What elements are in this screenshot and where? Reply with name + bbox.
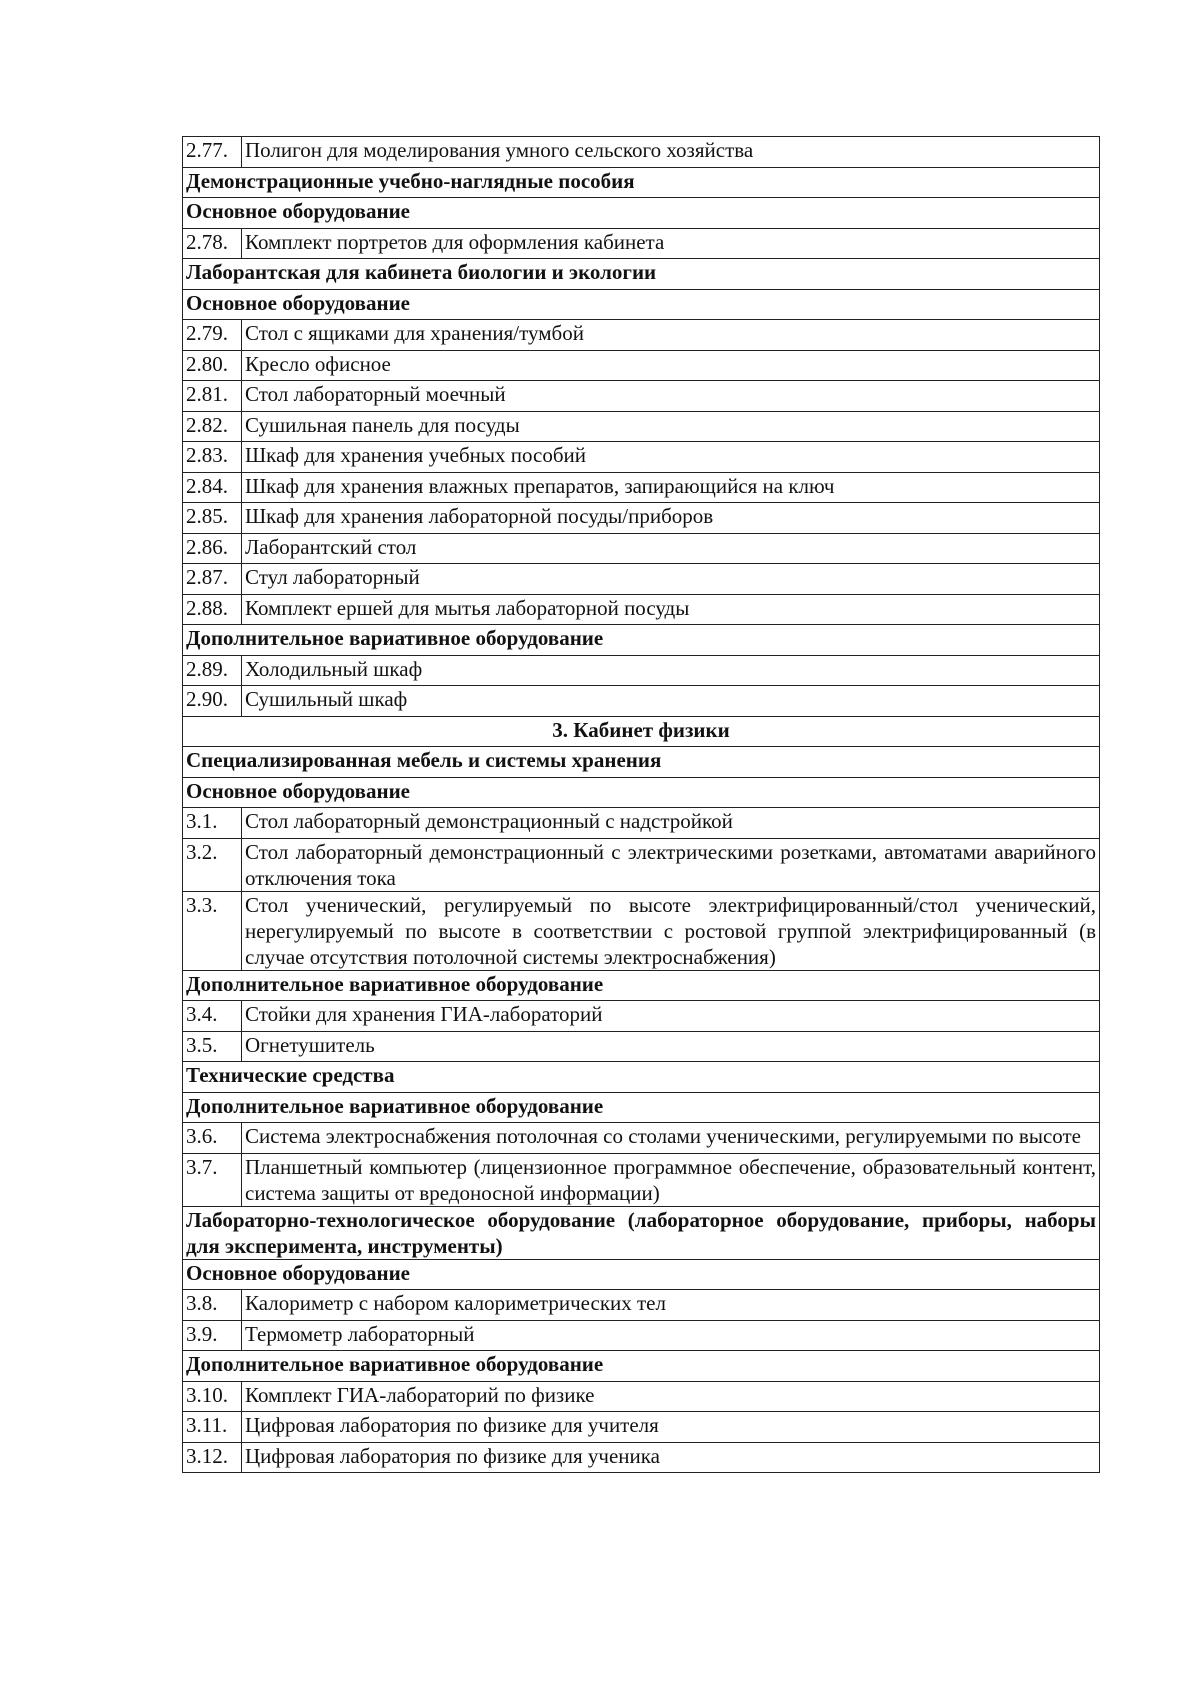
item-number: 3.5. [183, 1031, 242, 1062]
item-number: 2.89. [183, 655, 242, 686]
group-header-row [183, 625, 1100, 656]
item-description: Комплект ГИА-лабораторий по физике [242, 1381, 1100, 1412]
item-description: Стол лабораторный моечный [242, 381, 1100, 412]
item-description: Шкаф для хранения учебных пособий [242, 442, 1100, 473]
section-title-row [183, 716, 1100, 747]
item-description: Огнетушитель [242, 1031, 1100, 1062]
item-number: 2.78. [183, 228, 242, 259]
item-number: 3.12. [183, 1442, 242, 1473]
group-header-row [183, 1206, 1100, 1259]
item-description: Холодильный шкаф [242, 655, 1100, 686]
group-header: Дополнительное вариативное оборудование [183, 1092, 1100, 1123]
item-number: 2.79. [183, 320, 242, 351]
item-description: Стол лабораторный демонстрационный с надстройкой [242, 808, 1100, 839]
item-number: 2.85. [183, 503, 242, 534]
group-header-row [183, 1351, 1100, 1382]
item-number: 2.87. [183, 564, 242, 595]
item-number: 2.81. [183, 381, 242, 412]
item-description: Цифровая лаборатория по физике для ученика [242, 1442, 1100, 1473]
item-description: Стол с ящиками для хранения/тумбой [242, 320, 1100, 351]
table-row [183, 442, 1100, 473]
group-header: Дополнительное вариативное оборудование [183, 1351, 1100, 1382]
table-row [183, 1412, 1100, 1443]
item-description: Сушильная панель для посуды [242, 411, 1100, 442]
item-description: Стойки для хранения ГИА-лабораторий [242, 1001, 1100, 1032]
table-row [183, 1001, 1100, 1032]
group-header-row [183, 1092, 1100, 1123]
item-number: 3.11. [183, 1412, 242, 1443]
group-header-row [183, 970, 1100, 1001]
item-number: 2.90. [183, 686, 242, 717]
item-description: Комплект портретов для оформления кабинета [242, 228, 1100, 259]
item-number: 3.2. [183, 838, 242, 891]
item-description: Кресло офисное [242, 350, 1100, 381]
group-header-row [183, 747, 1100, 778]
table-row [183, 1290, 1100, 1321]
item-description: Лаборантский стол [242, 533, 1100, 564]
table-row [183, 381, 1100, 412]
item-description: Стол лабораторный демонстрационный с электрическими розетками, автоматами аварийного отключения тока [242, 838, 1100, 891]
table-row [183, 411, 1100, 442]
group-header-row [183, 167, 1100, 198]
item-number: 3.8. [183, 1290, 242, 1321]
table-row [183, 686, 1100, 717]
item-description: Термометр лабораторный [242, 1320, 1100, 1351]
group-header: Специализированная мебель и системы хранения [183, 747, 1100, 778]
table-row [183, 1442, 1100, 1473]
table-row [183, 1153, 1100, 1206]
group-header-row [183, 777, 1100, 808]
item-description: Полигон для моделирования умного сельского хозяйства [242, 137, 1100, 168]
group-header-row [183, 198, 1100, 229]
table-row [183, 350, 1100, 381]
table-row [183, 320, 1100, 351]
item-number: 3.4. [183, 1001, 242, 1032]
item-number: 3.9. [183, 1320, 242, 1351]
item-description: Сушильный шкаф [242, 686, 1100, 717]
item-number: 2.88. [183, 594, 242, 625]
item-description: Шкаф для хранения влажных препаратов, запирающийся на ключ [242, 472, 1100, 503]
item-description: Цифровая лаборатория по физике для учителя [242, 1412, 1100, 1443]
group-header-row [183, 1062, 1100, 1093]
item-description: Комплект ершей для мытья лабораторной посуды [242, 594, 1100, 625]
table-row [183, 503, 1100, 534]
table-row [183, 1031, 1100, 1062]
item-number: 2.83. [183, 442, 242, 473]
table-row [183, 1123, 1100, 1154]
item-description: Калориметр с набором калориметрических тел [242, 1290, 1100, 1321]
equipment-table-body [183, 137, 1100, 1473]
item-number: 2.77. [183, 137, 242, 168]
table-row [183, 808, 1100, 839]
group-header-row [183, 259, 1100, 290]
table-row [183, 1381, 1100, 1412]
group-header-row [183, 289, 1100, 320]
item-number: 2.80. [183, 350, 242, 381]
item-description: Шкаф для хранения лабораторной посуды/приборов [242, 503, 1100, 534]
table-row [183, 838, 1100, 891]
group-header: Основное оборудование [183, 289, 1100, 320]
item-description: Стол ученический, регулируемый по высоте электрифицированный/стол ученический, нерегулируемый по высоте в соответствии с ростовой группой электрифицированный (в случае отсутствия потолочной системы электроснабжения) [242, 891, 1100, 970]
table-row [183, 891, 1100, 970]
table-row [183, 137, 1100, 168]
group-header: Демонстрационные учебно-наглядные пособия [183, 167, 1100, 198]
group-header: Дополнительное вариативное оборудование [183, 625, 1100, 656]
item-description: Система электроснабжения потолочная со столами ученическими, регулируемыми по высоте [242, 1123, 1100, 1154]
group-header: Лабораторно-технологическое оборудование (лабораторное оборудование, приборы, наборы для эксперимента, инструменты) [183, 1206, 1100, 1259]
item-number: 3.1. [183, 808, 242, 839]
table-row [183, 655, 1100, 686]
group-header: Дополнительное вариативное оборудование [183, 970, 1100, 1001]
item-number: 3.3. [183, 891, 242, 970]
group-header-row [183, 1259, 1100, 1290]
group-header: Основное оборудование [183, 777, 1100, 808]
group-header: Основное оборудование [183, 1259, 1100, 1290]
table-row [183, 1320, 1100, 1351]
group-header: Основное оборудование [183, 198, 1100, 229]
equipment-table [182, 136, 1100, 1473]
section-title: 3. Кабинет физики [183, 716, 1100, 747]
item-description: Планшетный компьютер (лицензионное программное обеспечение, образовательный контент, система защиты от вредоносной информации) [242, 1153, 1100, 1206]
group-header: Лаборантская для кабинета биологии и экологии [183, 259, 1100, 290]
table-row [183, 564, 1100, 595]
table-row [183, 533, 1100, 564]
table-row [183, 228, 1100, 259]
item-number: 2.86. [183, 533, 242, 564]
item-number: 3.7. [183, 1153, 242, 1206]
item-number: 2.84. [183, 472, 242, 503]
table-row [183, 594, 1100, 625]
item-number: 3.10. [183, 1381, 242, 1412]
item-number: 2.82. [183, 411, 242, 442]
group-header: Технические средства [183, 1062, 1100, 1093]
item-number: 3.6. [183, 1123, 242, 1154]
table-row [183, 472, 1100, 503]
item-description: Стул лабораторный [242, 564, 1100, 595]
